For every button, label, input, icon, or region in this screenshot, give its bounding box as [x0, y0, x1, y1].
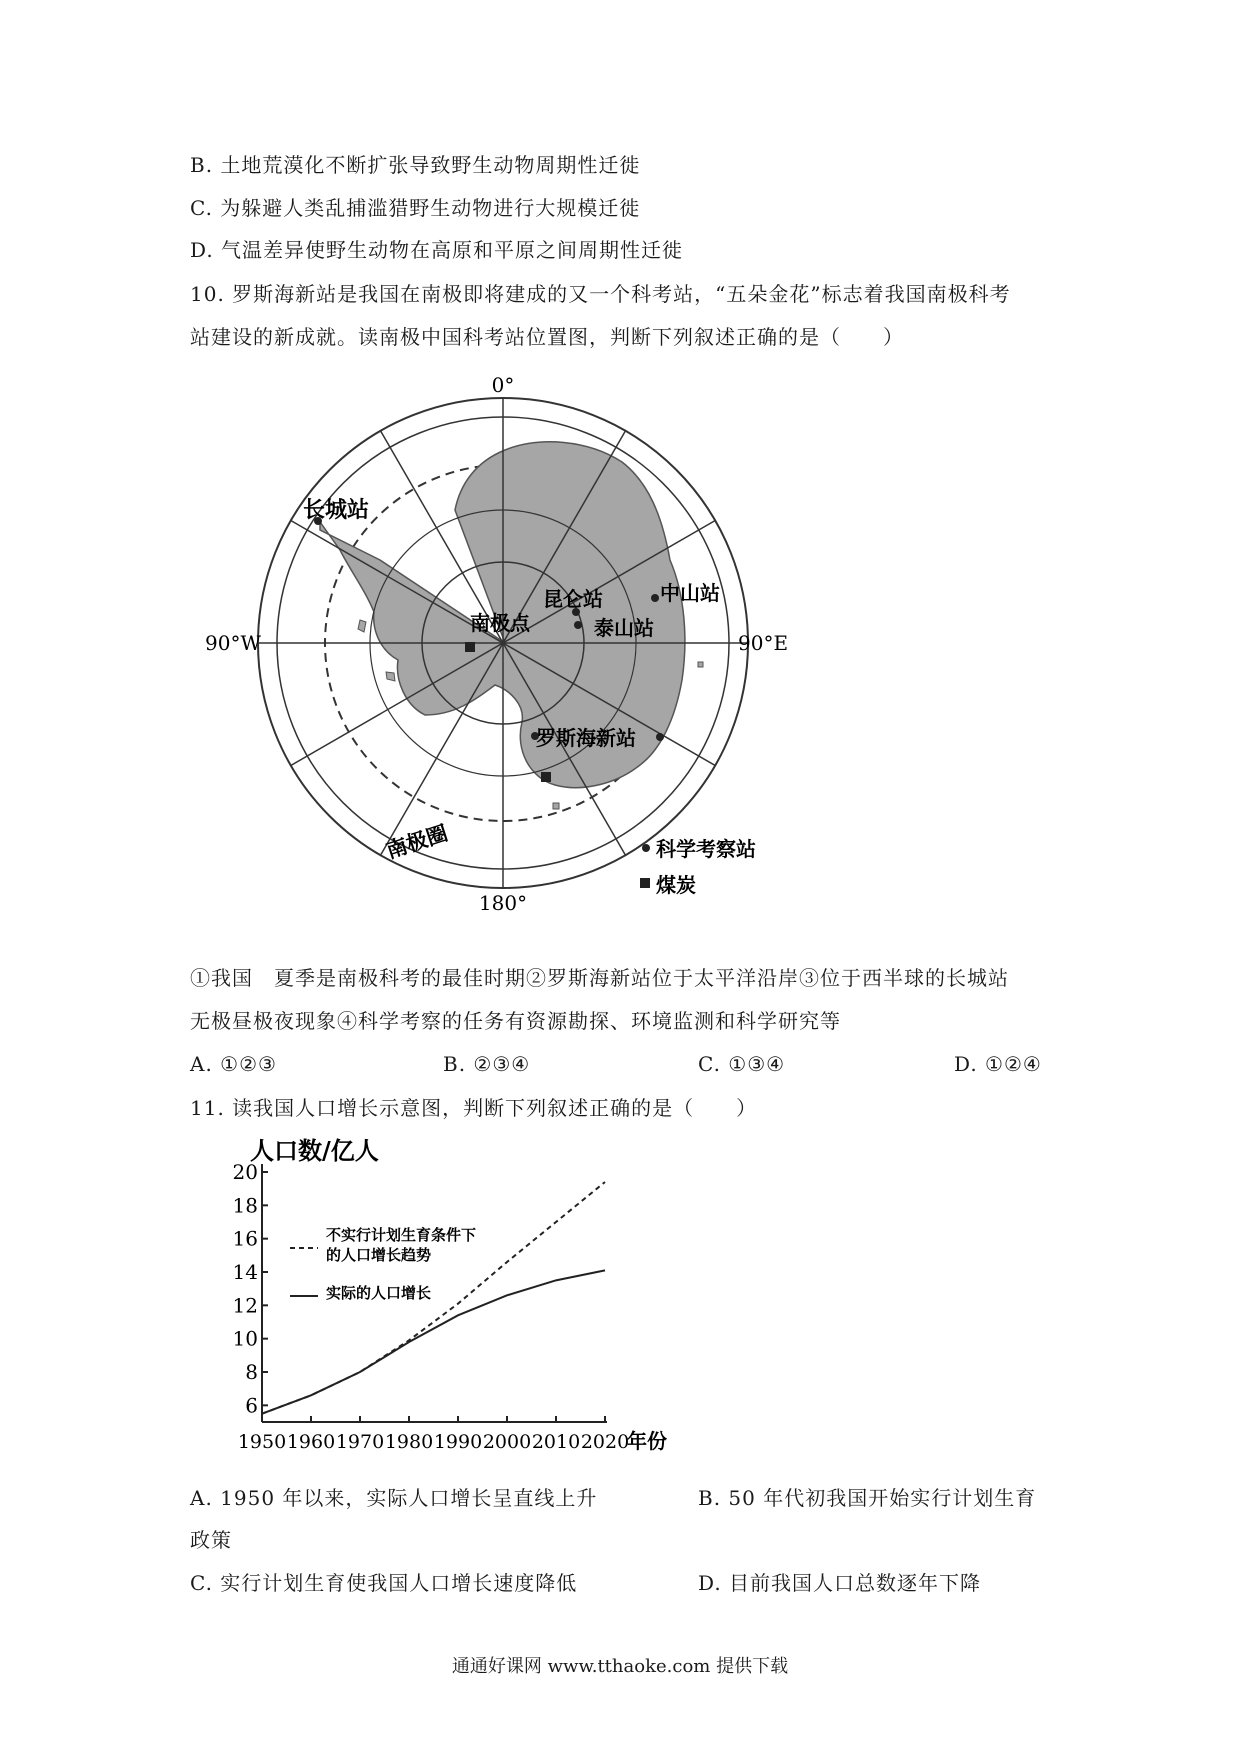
q11-stem: 11. 读我国人口增长示意图，判断下列叙述正确的是（ ） [190, 1096, 758, 1120]
chart-y-tick-label: 16 [232, 1226, 258, 1251]
chart-y-tick-label: 18 [232, 1193, 258, 1218]
q10-option-b: B. ②③④ [443, 1052, 531, 1076]
map-island [553, 803, 559, 809]
q11-option-d: D. 目前我国人口总数逐年下降 [698, 1571, 982, 1595]
chart-y-tick-label: 6 [245, 1393, 258, 1418]
legend-coal-label: 煤炭 [656, 873, 696, 897]
map-island [358, 620, 366, 632]
station-label-zhongshan: 中山站 [660, 581, 720, 605]
q10-option-d: D. ①②④ [954, 1052, 1042, 1076]
chart-ylabel: 人口数/亿人 [250, 1136, 379, 1165]
chart-x-tick-label: 1990 [433, 1431, 483, 1453]
map-label-180: 180° [478, 891, 528, 915]
chart-x-tick-label: 2020 [580, 1431, 630, 1453]
legend-station-label: 科学考察站 [656, 837, 756, 861]
q10-option-c: C. ①③④ [698, 1052, 786, 1076]
station-dot-taishan [574, 621, 582, 629]
chart-y-tick-label: 12 [232, 1293, 258, 1318]
legend-station-dot [642, 844, 650, 852]
chart-x-tick-label: 2010 [531, 1431, 581, 1453]
chart-x-tick-label: 1960 [286, 1431, 336, 1453]
chart-legend-label-0: 不实行计划生育条件下 [326, 1226, 477, 1244]
chart-y-tick-label: 20 [232, 1160, 258, 1184]
station-label-taishan: 泰山站 [594, 616, 654, 640]
antarctic-circle-label: 南极圈 [383, 819, 451, 864]
q10-statements-line1: ①我国 夏季是南极科考的最佳时期②罗斯海新站位于太平洋沿岸③位于西半球的长城站 [190, 966, 1009, 990]
coal-marker [541, 772, 551, 782]
chart-x-tick-label: 1980 [384, 1431, 434, 1453]
chart-x-tick-label: 2000 [482, 1431, 532, 1453]
q10-statements-line2: 无极昼极夜现象④科学考察的任务有资源勘探、环境监测和科学研究等 [190, 1009, 841, 1033]
map-label-0: 0° [491, 373, 515, 397]
chart-xlabel: 年份 [627, 1429, 667, 1453]
station-label-changcheng: 长城站 [303, 497, 370, 523]
chart-x-tick-label: 1970 [335, 1431, 385, 1453]
q10-stem-line1: 10. 罗斯海新站是我国在南极即将建成的又一个科考站，“五朵金花”标志着我国南极科考 [190, 282, 1011, 306]
chart-legend-label-1: 实际的人口增长 [326, 1284, 432, 1302]
chart-y-tick-label: 10 [232, 1326, 258, 1351]
q11-option-c: C. 实行计划生育使我国人口增长速度降低 [190, 1571, 578, 1595]
map-island [698, 662, 703, 667]
chart-y-tick-label: 14 [232, 1260, 258, 1284]
q9-option-b: B. 土地荒漠化不断扩张导致野生动物周期性迁徙 [190, 153, 641, 177]
coal-marker [465, 642, 475, 652]
population-chart [0, 1130, 1240, 1460]
q11-option-b: B. 50 年代初我国开始实行计划生育 [698, 1486, 1037, 1510]
map-label-90e: 90°E [738, 631, 789, 655]
q9-option-d: D. 气温差异使野生动物在高原和平原之间周期性迁徙 [190, 238, 684, 262]
station-label-kunlun: 昆仑站 [543, 587, 603, 611]
q11-option-a: A. 1950 年以来，实际人口增长呈直线上升 [190, 1486, 598, 1510]
chart-legend-label-0: 的人口增长趋势 [326, 1246, 432, 1264]
chart-series-line-1 [262, 1270, 605, 1413]
station-dot-zhongshan [651, 594, 659, 602]
station-label-luosihai: 罗斯海新站 [536, 726, 636, 750]
legend-coal-square [640, 878, 650, 888]
south-pole-label: 南极点 [470, 611, 530, 635]
map-island [386, 672, 395, 681]
chart-x-tick-label: 1950 [237, 1431, 287, 1453]
chart-y-tick-label: 8 [245, 1360, 258, 1384]
q10-stem-line2: 站建设的新成就。读南极中国科考站位置图，判断下列叙述正确的是（ ） [190, 325, 904, 349]
map-label-90w: 90°W [205, 631, 262, 655]
station-dot-luosihai [656, 733, 664, 741]
q9-option-c: C. 为躲避人类乱捕滥猎野生动物进行大规模迁徙 [190, 196, 641, 220]
chart-series-line-0 [262, 1182, 605, 1414]
q10-option-a: A. ①②③ [190, 1052, 277, 1076]
q11-option-b-cont: 政策 [190, 1528, 232, 1552]
page-footer: 通通好课网 www.tthaoke.com 提供下载 [451, 1656, 789, 1677]
